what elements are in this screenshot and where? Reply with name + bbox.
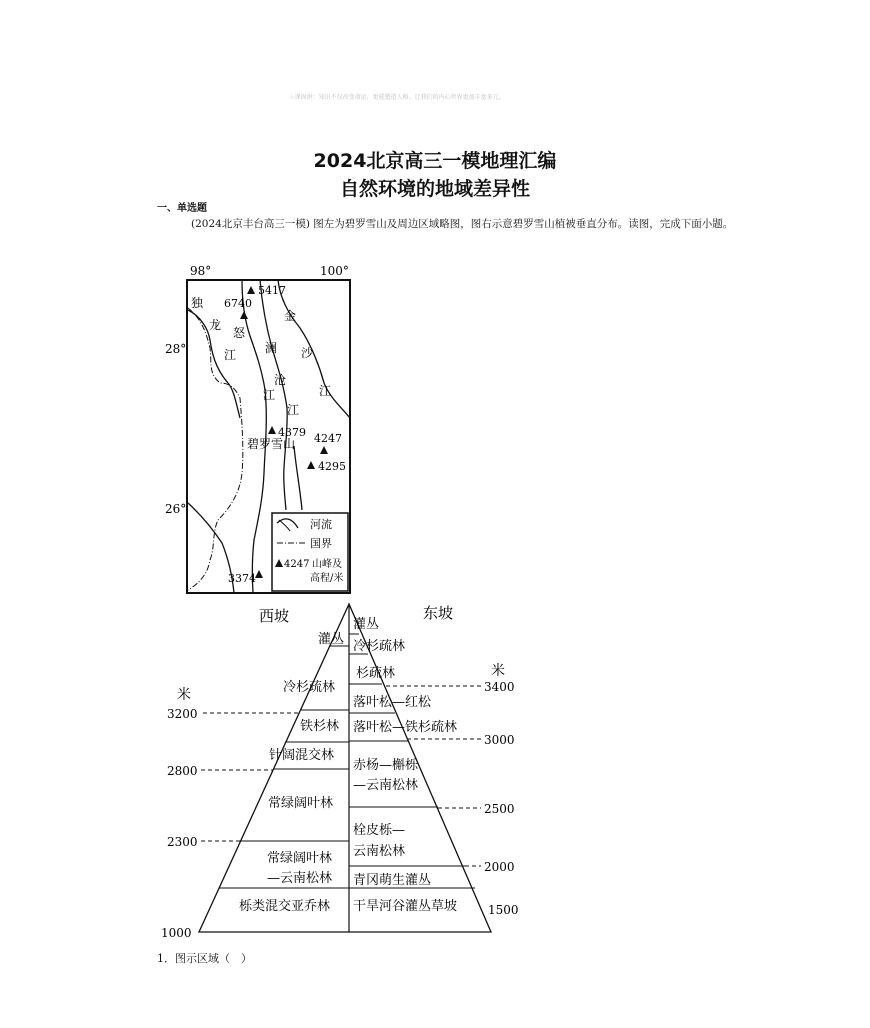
east-zone-label: 灌丛 — [353, 617, 380, 632]
peak-elevation: 4295 — [318, 460, 346, 473]
river-char: 江 — [319, 384, 332, 398]
river-char: 独 — [191, 296, 204, 310]
river-char: 金 — [284, 309, 297, 323]
peak-marker — [307, 460, 346, 473]
legend-river: 河流 — [310, 518, 332, 531]
peak-marker — [224, 297, 252, 319]
peak-marker — [247, 284, 286, 297]
vegetation-zonation-diagram — [155, 598, 519, 943]
page-title: 2024北京高三一模地理汇编 — [313, 150, 557, 172]
east-zone-label: 云南松林 — [353, 844, 406, 859]
legend-peak-unit: 高程/米 — [310, 573, 344, 584]
lat-label-28: 28° — [165, 342, 187, 356]
legend-border: 国界 — [310, 537, 332, 550]
mountain-name: 碧罗雪山 — [247, 437, 296, 451]
river-char: 江 — [287, 403, 300, 417]
pyramid-outline — [199, 604, 491, 932]
west-zone-label: 常绿阔叶林 — [268, 796, 334, 811]
river-char: 江 — [224, 348, 237, 362]
peak-elevation: 4379 — [278, 426, 306, 439]
river-char: 怒 — [233, 326, 246, 340]
question-intro — [157, 214, 747, 235]
east-zone-label: —云南松林 — [353, 778, 419, 793]
east-zone-label: 落叶松—红松 — [353, 695, 432, 710]
river-char: 龙 — [209, 318, 222, 332]
east-zone-label: 杉疏林 — [356, 666, 396, 681]
page-subtitle: 自然环境的地域差异性 — [339, 178, 530, 200]
east-zone-label: 赤杨—槲栎 — [353, 758, 419, 773]
peak-marker — [228, 570, 263, 585]
peak-elevation: 3374 — [228, 572, 256, 585]
west-zone-label: 灌丛 — [318, 632, 345, 647]
west-tick: 2300 — [167, 835, 198, 849]
map-legend — [272, 513, 348, 591]
east-tick: 1500 — [488, 903, 519, 917]
river-char: 江 — [263, 388, 276, 402]
lancang-branch — [294, 446, 302, 510]
peak-elevation: 5417 — [258, 284, 286, 297]
west-slope-label: 西坡 — [259, 607, 290, 625]
river-char: 沧 — [274, 373, 287, 387]
east-zone-label: 干旱河谷灌丛草坡 — [353, 899, 458, 914]
watermark: ☆课固拼：知识不仅改变命运，更能塑造人格。让我们的内心世界更加丰富多元。 — [289, 94, 505, 101]
west-zone-label: 针阔混交林 — [269, 748, 335, 763]
west-zone-label: 铁杉林 — [300, 719, 340, 734]
west-unit: 米 — [177, 687, 191, 703]
west-zone-label: —云南松林 — [267, 871, 333, 886]
question-1: 1．图示区域（ ） — [157, 952, 252, 965]
east-zone-label: 落叶松—铁杉疏林 — [353, 720, 458, 735]
east-zone-label: 冷杉疏林 — [353, 639, 406, 654]
east-leader-lines — [386, 686, 481, 866]
region-map — [160, 258, 360, 598]
peak-elevation: 6740 — [224, 297, 252, 310]
jinsha-river — [278, 280, 350, 418]
east-tick: 3000 — [484, 733, 515, 747]
peak-marker — [314, 432, 342, 454]
lat-label-26: 26° — [165, 502, 187, 516]
lon-label-100: 100° — [320, 264, 349, 278]
river-char: 澜 — [265, 341, 278, 355]
east-tick: 3400 — [484, 680, 515, 694]
east-tick: 2500 — [484, 802, 515, 816]
legend-peak-value: 4247 — [284, 559, 310, 570]
west-tick: 1000 — [161, 926, 192, 940]
east-zone-label: 栓皮栎— — [353, 823, 406, 838]
legend-peak-label: 山峰及 — [312, 559, 342, 570]
section-heading: 一、单选题 — [157, 203, 207, 214]
west-zone-label: 栎类混交亚乔林 — [239, 899, 331, 914]
question-intro-text: (2024北京丰台高三一模) 图左为碧罗雪山及周边区域略图，图右示意碧罗雪山植被垂直分布。读图，完成下面小题。 — [191, 218, 734, 230]
lon-label-98: 98° — [190, 264, 212, 278]
east-tick: 2000 — [484, 860, 515, 874]
west-zone-label: 冷杉疏林 — [283, 680, 336, 695]
west-tick: 3200 — [167, 707, 198, 721]
river-char: 沙 — [301, 346, 314, 360]
east-slope-label: 东坡 — [423, 604, 454, 622]
west-zone-label: 常绿阔叶林 — [267, 851, 333, 866]
west-tick: 2800 — [167, 764, 198, 778]
east-unit: 米 — [491, 663, 505, 679]
peak-elevation: 4247 — [314, 432, 342, 445]
east-zone-label: 青冈萌生灌丛 — [353, 873, 432, 888]
